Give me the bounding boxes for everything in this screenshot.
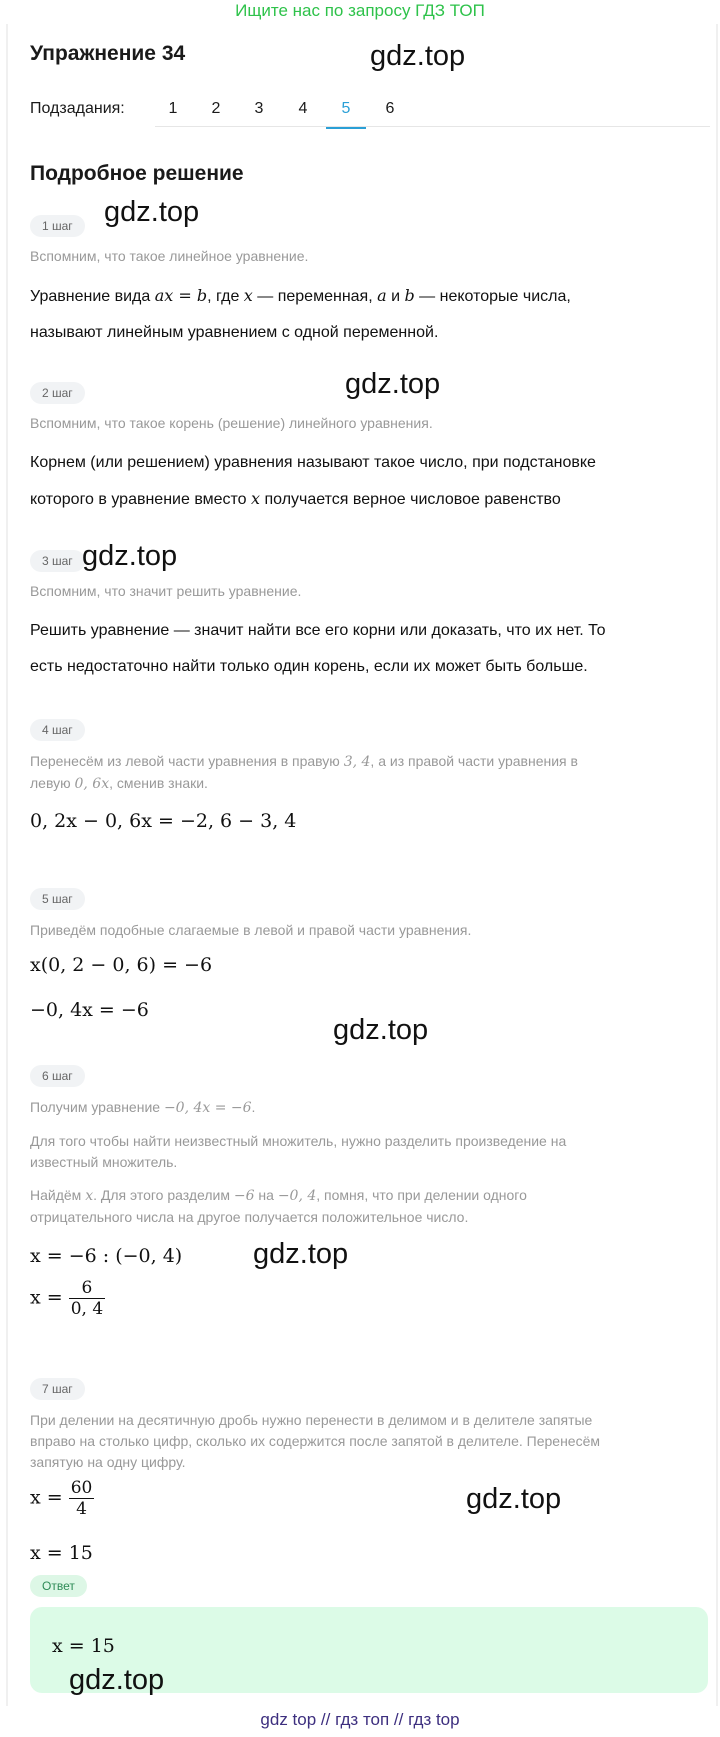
page-title: Упражнение 34 bbox=[30, 42, 186, 65]
equation: x = −6 : (−0, 4) bbox=[30, 1245, 183, 1267]
step-text: Решить уравнение — значит найти все его корни или доказать, что их нет. То есть недостаточно найти только один корень, если их может быть больше. bbox=[30, 622, 606, 675]
step-hint: Вспомним, что такое корень (решение) линейного уравнения. bbox=[30, 415, 433, 431]
footer-links[interactable]: gdz top // гдз топ // гдз top bbox=[260, 1710, 460, 1729]
exercise-card bbox=[6, 24, 718, 1706]
watermark: gdz.top bbox=[345, 368, 441, 400]
watermark: gdz.top bbox=[333, 1014, 429, 1046]
tab-subtask-2[interactable]: 2 bbox=[211, 100, 221, 117]
answer-badge: Ответ bbox=[30, 1575, 87, 1597]
step-hint: Для того чтобы найти неизвестный множитель, нужно разделить произведение на известный множитель. bbox=[30, 1133, 567, 1170]
watermark: gdz.top bbox=[82, 540, 178, 572]
step-hint: При делении на десятичную дробь нужно перенести в делимом и в делителе запятые вправо на столько цифр, сколько их содержится после запятой в делителе. Перенесём запятую на одну цифру. bbox=[30, 1412, 601, 1470]
step-badge: 3 шаг bbox=[30, 550, 85, 572]
equation: x = 15 bbox=[30, 1542, 93, 1564]
tab-subtask-1[interactable]: 1 bbox=[168, 100, 178, 117]
watermark: gdz.top bbox=[253, 1238, 349, 1270]
step-hint: Перенесём из левой части уравнения в правую 3, 4, а из правой части уравнения в левую 0, 6x, сменив знаки. bbox=[30, 753, 578, 792]
promo-banner: Ищите нас по запросу ГДЗ ТОП bbox=[235, 1, 485, 20]
step-badge: 4 шаг bbox=[30, 719, 85, 741]
subtask-nav bbox=[30, 96, 710, 128]
answer-value: x = 15 bbox=[52, 1635, 115, 1657]
step-badge: 2 шаг bbox=[30, 382, 85, 404]
equation: −0, 4x = −6 bbox=[30, 999, 149, 1021]
watermark: gdz.top bbox=[370, 40, 466, 72]
section-title: Подробное решение bbox=[30, 162, 244, 185]
tab-subtask-5-active[interactable]: 5 bbox=[326, 96, 366, 129]
step-hint: Найдём x. Для этого разделим −6 на −0, 4, помня, что при делении одного отрицательного числа на другое получается положительное число. bbox=[30, 1187, 527, 1225]
watermark: gdz.top bbox=[466, 1483, 562, 1515]
step-text: Корнем (или решением) уравнения называют такое число, при подстановке которого в уравнение вместо x получается верное числовое равенство bbox=[30, 454, 596, 508]
step-text: Уравнение вида ax = b, где x — переменная, a и b — некоторые числа, называют линейным уравнением с одной переменной. bbox=[30, 286, 571, 341]
step-hint: Вспомним, что значит решить уравнение. bbox=[30, 583, 302, 599]
step-badge: 6 шаг bbox=[30, 1065, 85, 1087]
equation-fraction: x = $\frac{6}{0, 4}$ bbox=[30, 1278, 104, 1319]
tab-subtask-4[interactable]: 4 bbox=[298, 100, 308, 117]
subtask-label: Подзадания: bbox=[30, 100, 125, 117]
step-badge: 5 шаг bbox=[30, 888, 85, 910]
watermark: gdz.top bbox=[104, 196, 200, 228]
equation: 0, 2x − 0, 6x = −2, 6 − 3, 4 bbox=[30, 810, 297, 832]
step-badge: 1 шаг bbox=[30, 215, 85, 237]
tab-subtask-3[interactable]: 3 bbox=[254, 100, 264, 117]
tab-subtask-6[interactable]: 6 bbox=[385, 100, 395, 117]
step-hint: Получим уравнение −0, 4x = −6. bbox=[30, 1099, 256, 1116]
equation: x(0, 2 − 0, 6) = −6 bbox=[30, 954, 213, 976]
step-hint: Вспомним, что такое линейное уравнение. bbox=[30, 248, 309, 264]
step-badge: 7 шаг bbox=[30, 1378, 85, 1400]
watermark: gdz.top bbox=[69, 1664, 165, 1696]
step-hint: Приведём подобные слагаемые в левой и правой части уравнения. bbox=[30, 922, 472, 938]
equation-fraction: x = $\frac{60}{4}$ bbox=[30, 1478, 93, 1519]
